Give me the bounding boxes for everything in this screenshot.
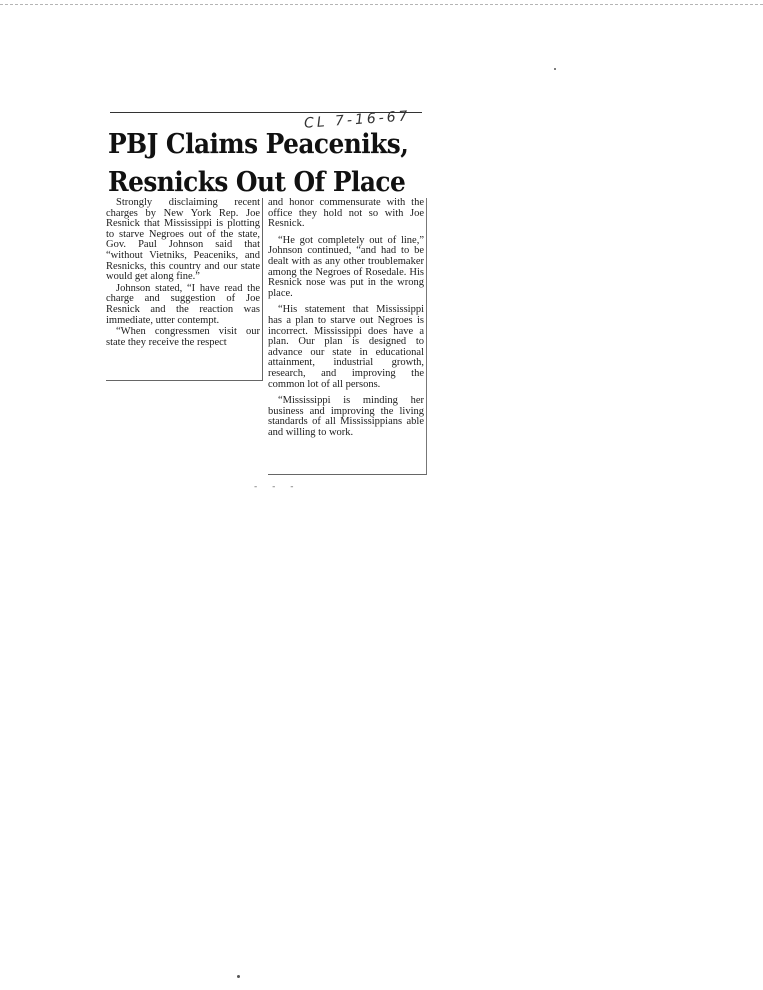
scan-speck [237,975,240,978]
clipping-edge-marks: ‐ ‐ ‐ [254,482,300,492]
handwritten-date-annotation: CL 7-16-67 [303,108,412,132]
newspaper-clipping [106,108,428,492]
article-paragraph: “Mississippi is minding her business and improving the living standards of all Mississippians able and willing to work. [268,395,424,438]
article-paragraph: and honor commensurate with the office they hold not so with Joe Resnick. [268,197,424,230]
article-paragraph: “He got completely out of line,” Johnson continued, “and had to be dealt with as any other troublemaker among the Negroes of Rosedale. His Resnick nose was put in the wrong place. [268,234,424,299]
article-paragraph: “His statement that Mississippi has a plan to starve out Negroes is incorrect. Mississippi does have a plan. Our plan is designed to advance our state in educational attainment, industrial growth, research, and improving the common lot of all persons. [268,304,424,390]
article-column-left [106,198,263,381]
headline [108,126,409,202]
headline-line-1: PBJ Claims Peaceniks, [108,129,409,160]
headline-line-2: Resnicks Out Of Place [108,167,406,198]
article-paragraph: Strongly disclaiming recent charges by New York Rep. Joe Resnick that Mississippi is plotting to starve Negroes out of the state, Gov. Paul Johnson said that “without Vietniks, Peaceniks, and Resnicks, this country and our state would get along fine.” [106,197,260,283]
scan-top-border [0,4,763,5]
scan-speck [554,68,556,70]
article-paragraph: Johnson stated, “I have read the charge and suggestion of Joe Resnick and the reaction was immediate, utter contempt. [106,282,260,326]
article-paragraph: “When congressmen visit our state they receive the respect [106,326,260,348]
article-column-right [268,198,427,475]
